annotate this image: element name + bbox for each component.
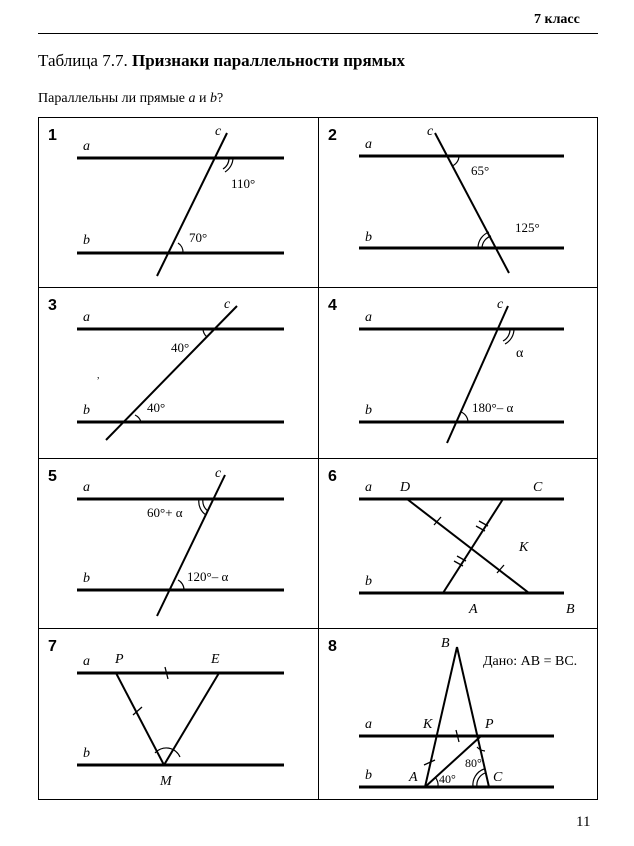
problem-7-figure <box>39 629 320 801</box>
given-text: Дано: AB = BC. <box>483 654 578 669</box>
label-a: a <box>365 480 372 495</box>
angle-top-label: α <box>516 346 524 361</box>
page-number: 11 <box>576 814 591 830</box>
problem-8-figure <box>319 629 599 801</box>
label-c: c <box>224 297 231 312</box>
question-text <box>38 91 223 107</box>
label-c: c <box>215 466 222 481</box>
segment-em <box>164 673 219 765</box>
problem-number: 6 <box>328 468 337 485</box>
angle-arc-top <box>223 158 229 169</box>
angle-arc-c <box>477 773 485 787</box>
line-c <box>106 306 237 440</box>
header-rule <box>38 33 598 34</box>
header-grade: 7 класс <box>534 12 580 27</box>
line-c <box>435 133 509 273</box>
label-a: a <box>83 654 90 669</box>
label-d: D <box>400 480 411 495</box>
angle-arc-top <box>203 499 208 511</box>
angle-bottom-label: 70° <box>189 230 208 245</box>
label-b: b <box>83 746 90 761</box>
angle-arc-bottom-2 <box>478 232 489 248</box>
label-a: a <box>83 480 90 495</box>
angle-p-label: 80° <box>465 756 482 770</box>
label-a: a <box>83 139 90 154</box>
label-e: E <box>211 652 220 667</box>
angle-bottom-label: 125° <box>515 220 540 235</box>
title-main: Признаки параллельности прямых <box>131 51 405 70</box>
angle-top-label: 110° <box>231 176 256 191</box>
label-c: c <box>497 297 504 312</box>
label-pt-a: A <box>409 770 418 785</box>
angle-bottom-label: 40° <box>147 400 166 415</box>
angle-top-label: 60°+ α <box>147 505 183 520</box>
label-p: P <box>485 717 494 732</box>
question-line-b: b <box>210 91 218 106</box>
problem-8 <box>318 628 598 800</box>
page-title <box>38 51 405 71</box>
angle-arc-top <box>503 329 510 341</box>
problem-3 <box>38 287 319 459</box>
label-c: c <box>215 124 222 139</box>
problem-6 <box>318 458 598 629</box>
label-c: c <box>427 124 434 139</box>
line-c <box>157 475 225 616</box>
problem-number: 7 <box>48 638 57 655</box>
problem-2 <box>318 117 598 288</box>
label-b: b <box>83 403 90 418</box>
label-b: b <box>365 230 372 245</box>
label-k: K <box>519 540 529 555</box>
label-a: a <box>83 310 90 325</box>
label-b: b <box>365 574 372 589</box>
problems-grid <box>38 117 598 800</box>
problem-number: 4 <box>328 297 337 314</box>
label-m: M <box>160 774 172 789</box>
angle-bottom-label: 180°– α <box>472 400 514 415</box>
title-prefix: Таблица 7.7. <box>38 51 128 70</box>
problem-number: 3 <box>48 297 57 314</box>
problem-1 <box>38 117 319 288</box>
problem-4-figure <box>319 288 599 460</box>
label-c: C <box>533 480 543 495</box>
line-c <box>157 133 227 276</box>
label-pt-b: B <box>566 602 575 617</box>
label-pt-b: B <box>441 636 450 651</box>
problem-5 <box>38 458 319 629</box>
question-after: ? <box>217 91 224 106</box>
label-a: a <box>365 310 372 325</box>
problem-number: 1 <box>48 127 57 144</box>
problem-3-figure <box>39 288 320 460</box>
problem-1-figure <box>39 118 320 289</box>
question-and: и <box>195 91 211 106</box>
label-b: b <box>83 571 90 586</box>
label-b: b <box>365 768 372 783</box>
label-b: b <box>83 233 90 248</box>
label-a: a <box>365 717 372 732</box>
problem-7 <box>38 628 319 800</box>
angle-top-label: 40° <box>171 340 190 355</box>
label-pt-a: A <box>469 602 478 617</box>
question-before: Параллельны ли прямые <box>38 91 189 106</box>
label-a: a <box>365 137 372 152</box>
angle-bottom-label: 120°– α <box>187 569 229 584</box>
label-pt-c: C <box>493 770 503 785</box>
label-p: P <box>115 652 124 667</box>
segment-c-a <box>443 499 503 593</box>
problem-number: 8 <box>328 638 337 655</box>
angle-a-label: 40° <box>439 772 456 786</box>
problem-4 <box>318 287 598 459</box>
question-line-a: a <box>188 91 196 106</box>
problem-5-figure <box>39 459 320 630</box>
label-b: b <box>365 403 372 418</box>
stray-mark: , <box>97 370 100 381</box>
problem-number: 2 <box>328 127 337 144</box>
angle-top-label: 65° <box>471 163 490 178</box>
problem-number: 5 <box>48 468 57 485</box>
problem-6-figure <box>319 459 599 630</box>
segment-dk-b <box>407 499 529 593</box>
label-k: K <box>423 717 433 732</box>
problem-2-figure <box>319 118 599 289</box>
